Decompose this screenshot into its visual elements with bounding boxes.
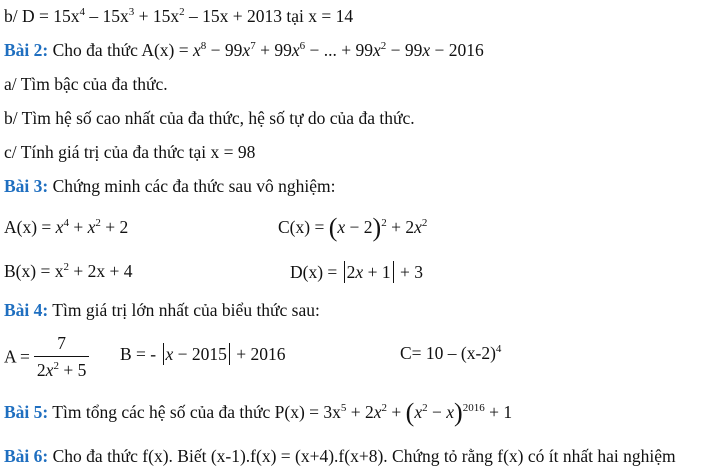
absolute-value-bar: [163, 343, 164, 365]
math-text: + 99: [255, 40, 292, 60]
exponent: 4: [63, 217, 69, 229]
math-text: + 2016: [231, 344, 286, 364]
math-text: + 2: [386, 217, 415, 237]
variable: x: [422, 40, 431, 60]
parenthesis: ): [454, 398, 463, 427]
fraction-numerator: 7: [57, 333, 66, 353]
fraction: [34, 332, 89, 381]
problem-3-label: Bài 3:: [4, 176, 49, 196]
exponent: 2: [381, 402, 388, 414]
math-text: A(x) =: [4, 217, 56, 237]
problem-6-text: Cho đa thức f(x). Biết (x-1).f(x) = (x+4).f(x+8). Chứng tỏ rằng f(x) có ít nhất hai nghiệm: [48, 446, 676, 466]
math-text: D(x) =: [290, 262, 342, 282]
math-text: – 15x + 2013 tại x = 14: [184, 6, 354, 26]
parenthesis: (: [328, 213, 338, 242]
exponent: 4: [79, 6, 85, 18]
problem-4-label: Bài 4:: [4, 300, 49, 320]
variable: x: [355, 262, 364, 282]
problem-2a: a/ Tìm bậc của đa thức.: [4, 74, 168, 94]
problem-5-label: Bài 5:: [4, 402, 49, 422]
math-text: Cho đa thức A(x) =: [48, 40, 194, 60]
math-text: + 1: [363, 262, 391, 282]
math-text: + 2: [346, 402, 374, 422]
absolute-value-bar: [344, 261, 345, 283]
parenthesis: (: [405, 398, 415, 427]
exponent: 2: [95, 217, 101, 229]
variable: x: [87, 217, 96, 237]
variable: x: [291, 40, 300, 60]
exponent: 6: [299, 40, 306, 52]
exponent: 2: [380, 40, 387, 52]
problem-4-statement: [4, 300, 320, 320]
variable: x: [337, 217, 346, 237]
problem-2-label: Bài 2:: [4, 40, 49, 60]
math-text: + 1: [484, 402, 513, 422]
variable: x: [446, 402, 455, 422]
problem-5-statement: [4, 398, 513, 427]
math-text: − 2016: [430, 40, 484, 60]
variable: x: [414, 217, 422, 237]
math-text: + 3: [395, 262, 423, 282]
exponent: 2: [179, 6, 185, 18]
fraction-lhs: A =: [4, 346, 30, 367]
math-text: + 2: [100, 217, 129, 237]
absolute-value-bar: [229, 343, 230, 365]
variable: x: [373, 402, 382, 422]
math-text: − 2015: [173, 344, 227, 364]
problem-6-statement: [4, 446, 676, 466]
problem-3-C: [278, 213, 428, 242]
math-text: – 15x: [85, 6, 129, 26]
variable: x: [45, 360, 54, 380]
exponent: 7: [250, 40, 256, 52]
math-text: 2: [36, 360, 46, 380]
variable: x: [414, 402, 423, 422]
exponent: 5: [340, 402, 347, 414]
math-text: −: [427, 402, 447, 422]
variable: x: [165, 344, 174, 364]
problem-3-text: Chứng minh các đa thức sau vô nghiệm:: [48, 176, 336, 196]
exponent: 2: [422, 402, 428, 414]
math-text: + 5: [58, 360, 87, 380]
math-text: − 99: [386, 40, 423, 60]
problem-2b: b/ Tìm hệ số cao nhất của đa thức, hệ số tự do của đa thức.: [4, 108, 415, 128]
problem-2-text: [48, 40, 484, 60]
math-text: − ... + 99: [305, 40, 373, 60]
problem-4-A: [4, 332, 93, 381]
math-text: B = -: [120, 344, 161, 364]
problem-6-label: Bài 6:: [4, 446, 49, 466]
problem-1b-expression: [4, 6, 353, 26]
math-text: +: [68, 217, 88, 237]
problem-5-text: [48, 398, 513, 427]
parenthesis: ): [372, 213, 382, 242]
exponent: 2016: [462, 402, 485, 414]
math-text: + 2x + 4: [68, 261, 133, 281]
math-text: + 15x: [134, 6, 180, 26]
problem-4-C: [400, 343, 501, 363]
exponent: 4: [495, 343, 502, 355]
math-text: C= 10 – (x-2): [400, 343, 496, 363]
fraction-denominator: [34, 356, 89, 381]
math-text: +: [387, 402, 406, 422]
problem-4-text: Tìm giá trị lớn nhất của biểu thức sau:: [48, 300, 320, 320]
variable: x: [372, 40, 381, 60]
exponent: 3: [128, 6, 135, 18]
problem-3-A: [4, 217, 128, 237]
problem-2-statement: [4, 40, 484, 60]
problem-4-B: [120, 343, 286, 365]
problem-2c: c/ Tính giá trị của đa thức tại x = 98: [4, 142, 256, 162]
problem-3-statement: [4, 176, 336, 196]
math-text: Tìm tổng các hệ số của đa thức P(x) = 3x: [48, 402, 341, 422]
math-text: b/ D = 15x: [4, 6, 80, 26]
exponent: 2: [421, 217, 428, 229]
variable: x: [55, 217, 64, 237]
math-text: − 2: [345, 217, 373, 237]
math-text: C(x) =: [278, 217, 329, 237]
problem-3-D: [290, 261, 423, 283]
problem-3-B: [4, 261, 132, 281]
exponent: 2: [381, 217, 387, 229]
variable: x: [242, 40, 251, 60]
math-text: B(x) = x: [4, 261, 64, 281]
math-text: − 99: [206, 40, 243, 60]
exponent: 2: [63, 261, 69, 273]
math-text: 2: [346, 262, 356, 282]
absolute-value-bar: [393, 261, 394, 283]
exponent: 2: [53, 360, 59, 372]
variable: x: [193, 40, 201, 60]
exponent: 8: [200, 40, 207, 52]
